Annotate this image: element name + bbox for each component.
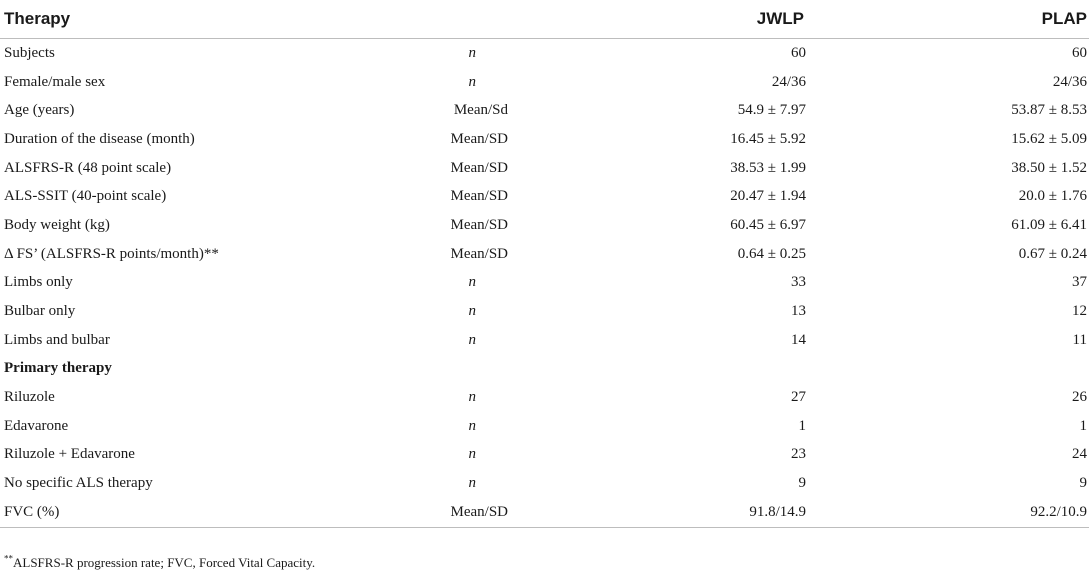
cell-statistic: n [468, 274, 476, 291]
cell-characteristic: Bulbar only [4, 303, 76, 320]
cell-statistic: n [468, 417, 476, 434]
cell-characteristic: ALS-SSIT (40-point scale) [4, 188, 167, 205]
table-footnote [4, 555, 315, 571]
cell-jwlp-value: 54.9 ± 7.97 [737, 102, 806, 119]
cell-jwlp-value: 33 [791, 274, 806, 291]
cell-jwlp-value: 91.8/14.9 [749, 503, 806, 520]
cell-plap-value: 12 [1072, 303, 1087, 320]
cell-statistic: n [468, 331, 476, 348]
table-header-row [0, 0, 1089, 39]
cell-jwlp-value: 20.47 ± 1.94 [730, 188, 806, 205]
cell-plap-value: 9 [1079, 475, 1087, 492]
cell-plap-value: 26 [1072, 389, 1087, 406]
cell-jwlp-value: 14 [791, 331, 806, 348]
table-row [0, 297, 1089, 326]
cell-statistic: n [468, 475, 476, 492]
cell-jwlp-value: 60.45 ± 6.97 [730, 216, 806, 233]
cell-jwlp-value: 13 [791, 303, 806, 320]
cell-statistic: n [468, 446, 476, 463]
cell-statistic: Mean/SD [450, 130, 508, 147]
cell-characteristic: Riluzole [4, 389, 55, 406]
cell-characteristic: Age (years) [4, 102, 75, 119]
cell-jwlp-value: 16.45 ± 5.92 [730, 130, 806, 147]
cell-statistic: Mean/SD [450, 503, 508, 520]
cell-jwlp-value: 60 [791, 44, 806, 61]
footnote-text: ALSFRS-R progression rate; FVC, Forced Vital Capacity. [13, 555, 316, 570]
cell-jwlp-value: 23 [791, 446, 806, 463]
header-therapy: Therapy [4, 9, 71, 28]
cell-plap-value: 60 [1072, 44, 1087, 61]
table-row [0, 211, 1089, 240]
cell-jwlp-value: 0.64 ± 0.25 [737, 245, 806, 262]
cell-plap-value: 24 [1072, 446, 1087, 463]
cell-plap-value: 92.2/10.9 [1030, 503, 1087, 520]
cell-characteristic: Body weight (kg) [4, 216, 110, 233]
cell-statistic: Mean/SD [450, 216, 508, 233]
table-row [0, 441, 1089, 470]
cell-plap-value [936, 355, 1089, 384]
cell-characteristic: Edavarone [4, 417, 69, 434]
table-row [0, 39, 1089, 68]
cell-statistic: Mean/SD [450, 188, 508, 205]
cell-plap-value: 11 [1072, 331, 1087, 348]
table-row [0, 125, 1089, 154]
cell-statistic: n [468, 73, 476, 90]
cell-plap-value: 24/36 [1052, 73, 1087, 90]
cell-jwlp-value [548, 355, 936, 384]
cell-characteristic: Female/male sex [4, 73, 106, 90]
header-statistic [398, 0, 548, 39]
cell-statistic [398, 355, 548, 384]
cell-statistic: Mean/SD [450, 159, 508, 176]
cell-characteristic: Subjects [4, 44, 55, 61]
table-row [0, 240, 1089, 269]
footnote-marker: ** [4, 553, 13, 564]
table-section-row [0, 355, 1089, 384]
table-row [0, 154, 1089, 183]
cell-plap-value: 1 [1079, 417, 1087, 434]
table-row [0, 412, 1089, 441]
table-row [0, 96, 1089, 125]
cell-statistic: n [468, 389, 476, 406]
cell-plap-value: 20.0 ± 1.76 [1018, 188, 1087, 205]
cell-characteristic: No specific ALS therapy [4, 475, 153, 492]
table-row [0, 498, 1089, 527]
cell-jwlp-value: 27 [791, 389, 806, 406]
table-row [0, 182, 1089, 211]
table-row [0, 383, 1089, 412]
cell-statistic: Mean/Sd [453, 102, 508, 119]
cell-plap-value: 0.67 ± 0.24 [1018, 245, 1087, 262]
table-row [0, 469, 1089, 498]
cell-characteristic: Limbs and bulbar [4, 331, 110, 348]
cell-plap-value: 15.62 ± 5.09 [1011, 130, 1087, 147]
table-body [0, 39, 1089, 528]
cell-characteristic: Primary therapy [4, 360, 112, 377]
cell-plap-value: 37 [1072, 274, 1087, 291]
header-plap: PLAP [1041, 9, 1087, 28]
cell-jwlp-value: 38.53 ± 1.99 [730, 159, 806, 176]
header-jwlp: JWLP [756, 9, 804, 28]
cell-characteristic: ALSFRS-R (48 point scale) [4, 159, 172, 176]
table-row [0, 326, 1089, 355]
cell-characteristic: Limbs only [4, 274, 73, 291]
cell-characteristic: Δ FS’ (ALSFRS-R points/month)** [4, 245, 219, 262]
cell-characteristic: Riluzole + Edavarone [4, 446, 135, 463]
table-row [0, 269, 1089, 298]
cell-statistic: n [468, 303, 476, 320]
cell-jwlp-value: 1 [798, 417, 806, 434]
cell-plap-value: 38.50 ± 1.52 [1011, 159, 1087, 176]
cell-jwlp-value: 24/36 [771, 73, 806, 90]
cell-characteristic: FVC (%) [4, 503, 60, 520]
cell-plap-value: 53.87 ± 8.53 [1011, 102, 1087, 119]
table-row [0, 68, 1089, 97]
cell-characteristic: Duration of the disease (month) [4, 130, 195, 147]
cell-jwlp-value: 9 [798, 475, 806, 492]
cell-plap-value: 61.09 ± 6.41 [1011, 216, 1087, 233]
cell-statistic: Mean/SD [450, 245, 508, 262]
cell-statistic: n [468, 44, 476, 61]
